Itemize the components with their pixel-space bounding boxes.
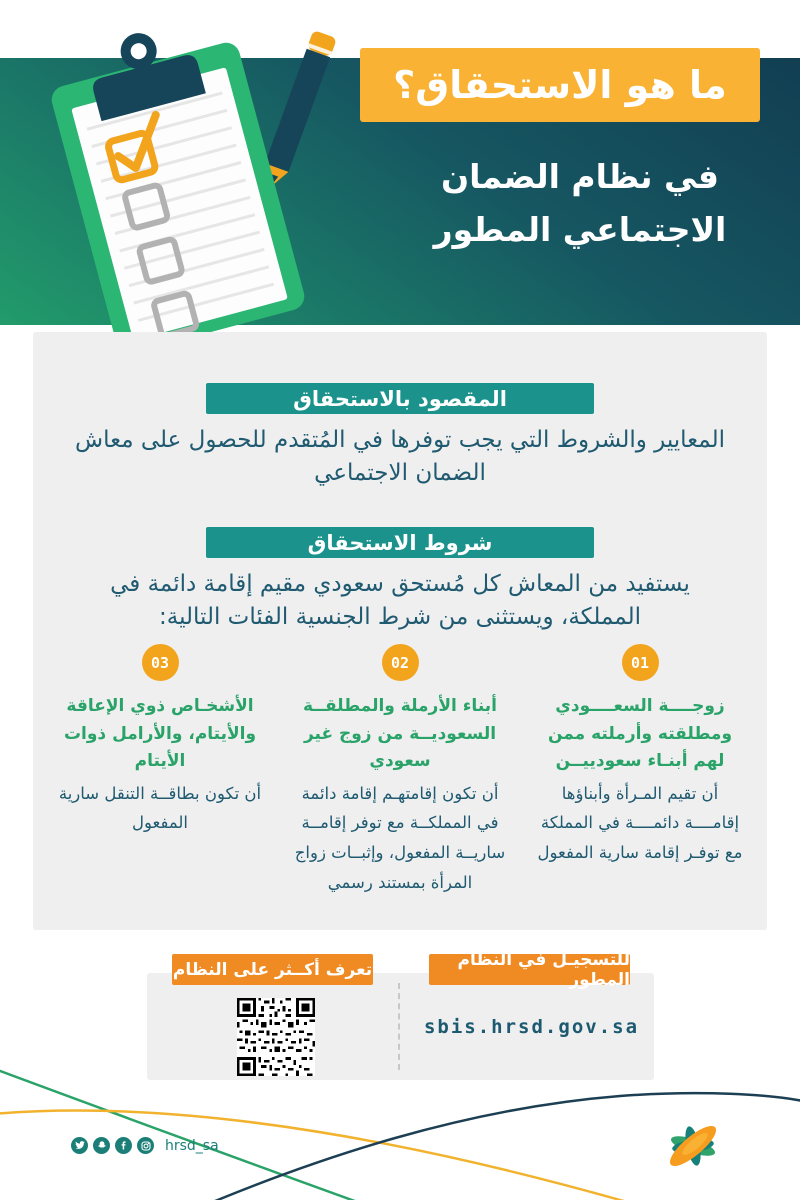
- category-02-body: أن تكون إقامتهـم إقامة دائمة في المملكــة مع توفر إقامــة ساريــة المفعول، وإثبــات زواج المرأة بمستند رسمي: [294, 783, 506, 892]
- category-03-badge: 03: [142, 644, 179, 681]
- category-01: [533, 644, 747, 897]
- definition-section-banner: [206, 383, 594, 414]
- dashed-divider: [398, 983, 400, 1070]
- category-02: [293, 644, 507, 897]
- category-01-badge: 01: [622, 644, 659, 681]
- register-url-link[interactable]: sbis.hrsd.gov.sa: [423, 1016, 640, 1038]
- facebook-icon[interactable]: [115, 1137, 132, 1154]
- social-handle: hrsd_sa: [165, 1137, 219, 1154]
- green-curve: [0, 1068, 385, 1200]
- category-03-title: الأشخـاص ذوي الإعاقة والأيتام، والأرامل ذوات الأيتام: [63, 696, 257, 772]
- category-01-body: أن تقيم المـرأة وأبناؤها إقامــــة دائمــــة في المملكة مع توفـر إقامة سارية المفعول: [537, 783, 743, 862]
- definition-title: المقصود بالاستحقاق: [293, 386, 507, 411]
- snapchat-icon[interactable]: [93, 1137, 110, 1154]
- twitter-icon[interactable]: [71, 1137, 88, 1154]
- conditions-title: شروط الاستحقاق: [307, 530, 493, 555]
- conditions-intro: يستفيد من المعاش كل مُستحق سعودي مقيم إقامة دائمة في المملكة، ويستثنى من شرط الجنسية الفئات التالية:: [110, 571, 690, 631]
- instagram-icon[interactable]: [137, 1137, 154, 1154]
- yellow-curve: [0, 1111, 655, 1200]
- hrsd-logo: [648, 1105, 736, 1189]
- category-03-body: أن تكون بطاقــة التنقل سارية المفعول: [58, 783, 262, 833]
- qr-code: [237, 998, 315, 1080]
- learn-more-label: تعرف أكــثر على النظام: [172, 959, 373, 980]
- header-subtitle: في نظام الضمان الاجتماعي المطور: [433, 157, 727, 250]
- category-02-badge: 02: [382, 644, 419, 681]
- conditions-section-banner: [206, 527, 594, 558]
- register-label: للتسجيـل في النظام المطور: [457, 949, 630, 990]
- header-title: ما هو الاستحقاق؟: [393, 63, 727, 107]
- definition-body: المعايير والشروط التي يجب توفرها في المُتقدم للحصول على معاش الضمان الاجتماعي: [75, 427, 725, 487]
- learn-more-banner: [172, 954, 373, 985]
- info-box: [147, 949, 654, 1080]
- category-list: [53, 644, 747, 897]
- category-03: [53, 644, 267, 897]
- hrsd-logo-icon: [648, 1105, 736, 1185]
- category-02-title: أبناء الأرملة والمطلقــة السعوديــة من زوج غير سعودي: [303, 696, 497, 772]
- register-banner: [429, 949, 630, 990]
- header-title-badge: [360, 48, 760, 122]
- social-row: [71, 1137, 219, 1154]
- main-content-box: [33, 332, 767, 930]
- category-01-title: زوجــــة السعــــودي ومطلقته وأرملته ممن لهم أبنـاء سعودييــن: [547, 696, 733, 772]
- qr-code-icon: [237, 998, 315, 1076]
- clipboard-icon: [28, 8, 338, 368]
- clipboard-illustration: [28, 8, 338, 372]
